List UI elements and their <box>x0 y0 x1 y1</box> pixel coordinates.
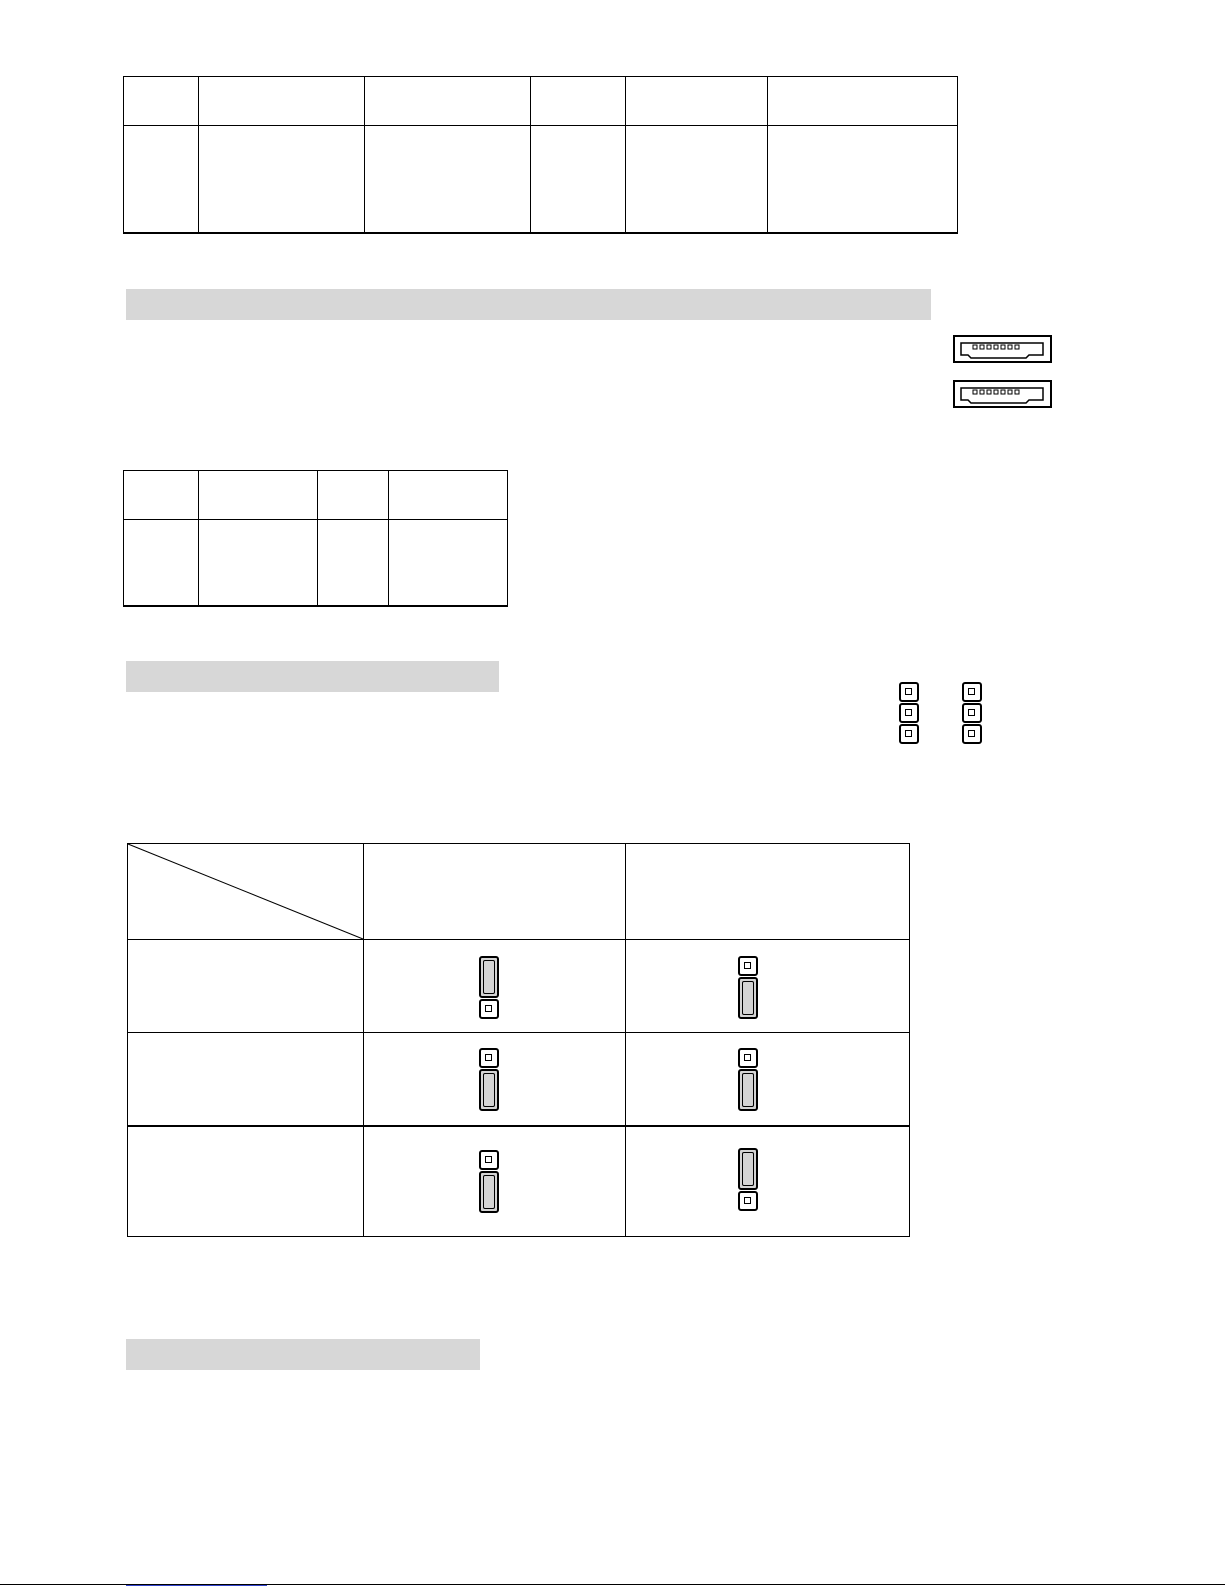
header-cell <box>199 471 318 520</box>
jumper-pin <box>899 724 919 744</box>
jumper-closed-2-3-icon <box>738 956 758 1019</box>
table-cell <box>199 520 318 606</box>
row-label <box>128 940 364 1033</box>
table-row <box>124 520 508 606</box>
header-cell <box>531 77 626 126</box>
header-cell <box>364 844 626 940</box>
jumper-pin <box>738 956 758 976</box>
table-cell <box>389 520 508 606</box>
table-cell <box>626 126 768 233</box>
jumper-pin <box>962 724 982 744</box>
jumper-cap <box>479 956 499 998</box>
table-row <box>124 126 958 233</box>
header-cell <box>199 77 365 126</box>
row-label <box>128 1126 364 1237</box>
3-pin-jumper-icon <box>899 682 919 744</box>
row-label <box>128 1033 364 1126</box>
table-header-row <box>124 77 958 126</box>
pin-table-1 <box>123 76 958 234</box>
table-cell <box>318 520 389 606</box>
section-header-bar <box>126 289 931 320</box>
pin-table-2 <box>123 470 508 607</box>
table-cell <box>124 126 199 233</box>
table-cell <box>199 126 365 233</box>
table-row <box>128 940 910 1033</box>
jumper-pin <box>899 682 919 702</box>
jumper-pin <box>479 1048 499 1068</box>
jumper-pin <box>962 682 982 702</box>
table-cell <box>531 126 626 233</box>
jumper-cap <box>738 1069 758 1111</box>
jumper-pin <box>738 1191 758 1211</box>
table-cell <box>124 520 199 606</box>
sata-connector-icon <box>953 380 1053 410</box>
jumper-cap <box>479 1171 499 1213</box>
jumper-cap <box>738 1148 758 1190</box>
table-cell <box>365 126 531 233</box>
jumper-closed-1-2-icon <box>738 1148 758 1211</box>
jumper-closed-2-3-icon <box>738 1048 758 1111</box>
header-cell <box>124 471 199 520</box>
header-cell <box>389 471 508 520</box>
diagonal-divider <box>127 843 364 940</box>
jumper-setting-cell <box>626 1033 910 1126</box>
jumper-setting-cell <box>626 940 910 1033</box>
jumper-closed-2-3-icon <box>479 1048 499 1111</box>
jumper-settings-table <box>127 843 909 1236</box>
jumper-pin <box>738 1048 758 1068</box>
section-header-bar <box>126 1339 480 1370</box>
section-header-bar <box>126 661 499 692</box>
table-header-row <box>124 471 508 520</box>
header-cell <box>365 77 531 126</box>
3-pin-jumper-icon <box>962 682 982 744</box>
jumper-pin <box>962 703 982 723</box>
jumper-closed-1-2-icon <box>479 956 499 1019</box>
table-row <box>128 1126 910 1237</box>
jumper-cap <box>738 977 758 1019</box>
jumper-pin <box>479 999 499 1019</box>
jumper-closed-2-3-icon <box>479 1150 499 1213</box>
jumper-pin <box>899 703 919 723</box>
jumper-pin <box>479 1150 499 1170</box>
table-cell <box>768 126 958 233</box>
sata-connector-icon <box>953 335 1053 365</box>
table-row <box>128 1033 910 1126</box>
header-cell <box>768 77 958 126</box>
header-cell <box>626 77 768 126</box>
jumper-cap <box>479 1069 499 1111</box>
header-cell <box>124 77 199 126</box>
jumper-setting-cell <box>626 1126 910 1237</box>
header-cell <box>626 844 910 940</box>
header-cell <box>318 471 389 520</box>
